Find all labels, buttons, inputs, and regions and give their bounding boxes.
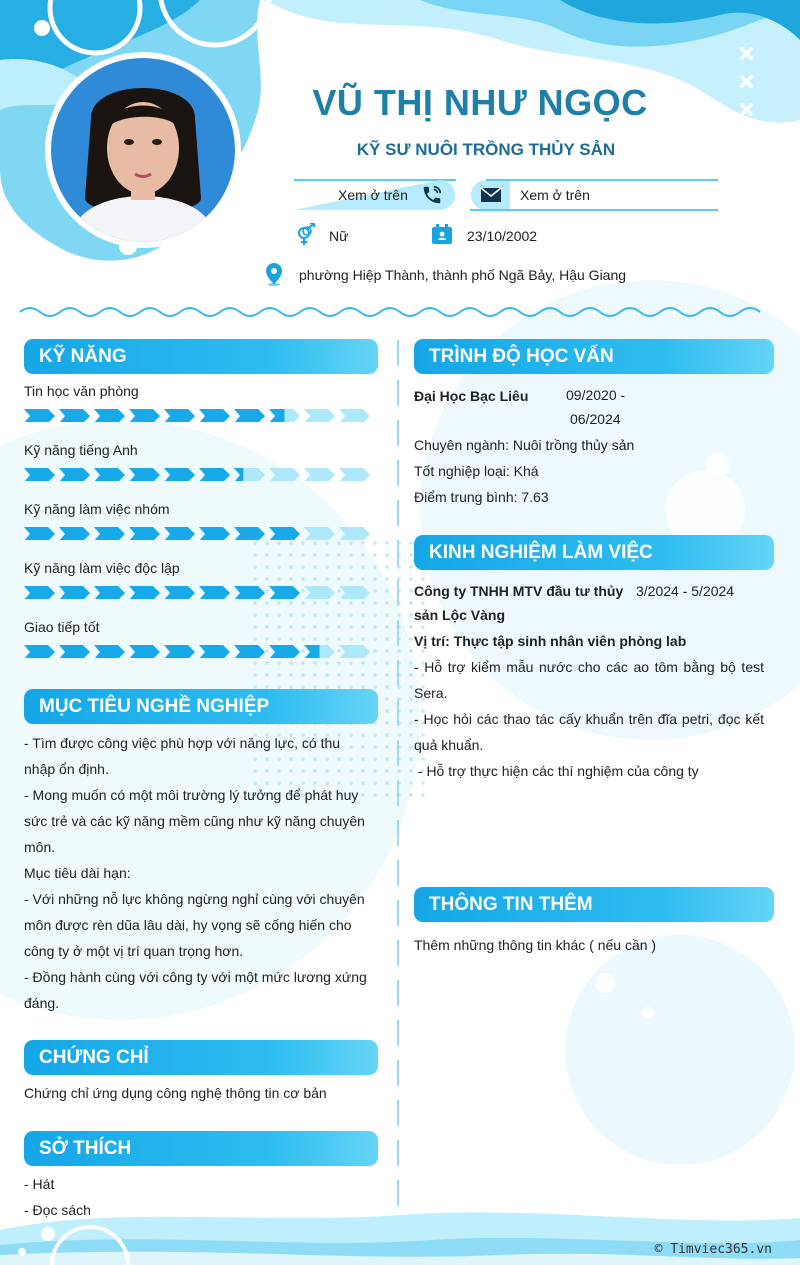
skill-segment-filled: [94, 586, 125, 599]
experience-position: Vị trí: Thực tập sinh nhân viên phòng lab: [414, 633, 687, 649]
skill-segment-filled: [164, 468, 195, 481]
skill-segment-empty: [304, 409, 335, 422]
profile-photo: [45, 52, 241, 248]
objective-line: - Đồng hành cùng với công ty với một mức lương xứng đáng.: [24, 969, 367, 1011]
hobbies-content: [24, 1171, 369, 1223]
skill-label: Kỹ năng làm việc độc lập: [24, 560, 180, 576]
experience-duties: [414, 654, 764, 784]
location-pin-icon: [264, 262, 284, 291]
skill-segment-filled: [24, 527, 55, 540]
skill-segment-filled: [94, 645, 125, 658]
skill-segment-filled: [269, 645, 300, 658]
skill-segment-filled: [59, 645, 90, 658]
skill-segment-empty: [339, 645, 370, 658]
skill-segment-filled: [164, 527, 195, 540]
skill-segment-empty: [339, 586, 370, 599]
skill-segment-filled: [164, 645, 195, 658]
experience-company-line: sản Lộc Vàng: [414, 607, 506, 623]
certificate-item: Chứng chỉ ứng dụng công nghệ thông tin cơ bản: [24, 1085, 327, 1101]
skill-segment-filled: [269, 527, 300, 540]
objective-line: - Mong muốn có một môi trường lý tưởng để phát huy sức trẻ và các kỹ năng mềm cũng như kỹ năng chuyên môn.: [24, 787, 365, 855]
skill-segment-filled: [164, 586, 195, 599]
skill-segment-filled: [129, 586, 160, 599]
skill-label: Kỹ năng làm việc nhóm: [24, 501, 170, 517]
experience-period: 3/2024 - 5/2024: [636, 583, 735, 599]
avatar: [51, 58, 235, 242]
skill-segment-empty: [269, 468, 300, 481]
experience-duty: - Học hỏi các thao tác cấy khuẩn trên đĩa petri, đọc kết quả khuẩn.: [414, 711, 764, 753]
skill-segment-filled: [59, 468, 90, 481]
skill-segment-filled: [199, 468, 230, 481]
skill-segment-filled: [59, 527, 90, 540]
education-gpa: Điểm trung bình: 7.63: [414, 489, 549, 505]
skill-segment-filled: [59, 409, 90, 422]
email-text: Xem ở trên: [520, 187, 590, 203]
education-period-end: 06/2024: [570, 411, 621, 427]
address-text: phường Hiệp Thành, thành phố Ngã Bảy, Hậu Giang: [299, 267, 627, 283]
skill-label: Kỹ năng tiếng Anh: [24, 442, 138, 458]
phone-box: [294, 179, 456, 211]
skill-segment-filled: [234, 527, 265, 540]
birthdate-text: 23/10/2002: [467, 228, 538, 244]
skill-level-bar: [24, 467, 374, 481]
extra-info-text: Thêm những thông tin khác ( nếu cần ): [414, 937, 657, 953]
experience-duty: - Hỗ trợ thực hiện các thí nghiệm của công ty: [414, 763, 699, 779]
education-grade: Tốt nghiệp loại: Khá: [414, 463, 539, 479]
email-box: [470, 179, 718, 211]
skill-segment-empty: [339, 409, 370, 422]
skill-segment-filled: [164, 409, 195, 422]
education-school: Đại Học Bạc Liêu: [414, 388, 529, 404]
phone-text: Xem ở trên: [338, 187, 408, 203]
skill-segment-filled: [24, 409, 55, 422]
objective-line: - Với những nỗ lực không ngừng nghỉ cùng với chuyên môn được rèn dũa lâu dài, hy vọng sẽ cống hiến cho công ty ở một vị trí quan trọng hơn.: [24, 891, 365, 959]
objective-line: - Tìm được công việc phù hợp với năng lực, có thu nhập ổn định.: [24, 735, 341, 777]
education-period-start: 09/2020 -: [566, 387, 626, 403]
skill-level-bar: [24, 644, 374, 658]
hobby-item: - Đọc sách: [24, 1202, 91, 1218]
footer-watermark: © Timviec365.vn: [654, 1242, 772, 1257]
skill-segment-empty: [339, 468, 370, 481]
skill-segment-filled: [94, 409, 125, 422]
skill-segment-empty: [304, 527, 335, 540]
objective-line: Mục tiêu dài hạn:: [24, 865, 131, 881]
skill-level-bar: [24, 408, 374, 422]
certificates-heading: CHỨNG CHỈ: [24, 1040, 378, 1075]
skill-segment-filled: [129, 645, 160, 658]
skills-heading: KỸ NĂNG: [24, 339, 378, 374]
skill-segment-filled: [24, 645, 55, 658]
education-major: Chuyên ngành: Nuôi trồng thủy sản: [414, 437, 635, 453]
skill-segment-filled: [199, 409, 230, 422]
experience-heading: KINH NGHIỆM LÀM VIỆC: [414, 535, 774, 570]
job-title: KỸ SƯ NUÔI TRỒNG THỦY SẢN: [356, 140, 616, 159]
skill-segment-empty: [339, 527, 370, 540]
education-heading: TRÌNH ĐỘ HỌC VẤN: [414, 339, 774, 374]
skill-segment-filled: [129, 409, 160, 422]
skill-segment-empty: [304, 586, 335, 599]
objective-content: [24, 730, 369, 1016]
skill-segment-filled: [234, 645, 265, 658]
extra-info-heading: THÔNG TIN THÊM: [414, 887, 774, 922]
skill-segment-filled: [129, 527, 160, 540]
skill-segment-filled: [199, 586, 230, 599]
calendar-icon: [431, 223, 453, 250]
skill-segment-filled: [234, 409, 265, 422]
candidate-name: VŨ THỊ NHƯ NGỌC: [312, 82, 648, 123]
skill-segment-filled: [59, 586, 90, 599]
skill-level-bar: [24, 585, 374, 599]
skill-segment-filled: [94, 468, 125, 481]
skill-segment-filled: [129, 468, 160, 481]
hobbies-heading: SỞ THÍCH: [24, 1131, 378, 1166]
skill-segment-filled: [24, 586, 55, 599]
skill-label: Giao tiếp tốt: [24, 619, 100, 635]
gender-text: Nữ: [329, 228, 349, 244]
skill-segment-filled: [199, 527, 230, 540]
experience-company: [414, 579, 629, 627]
email-icon: [480, 187, 502, 208]
education-period: [566, 383, 676, 431]
education-details: [414, 432, 764, 510]
skill-segment-empty: [304, 468, 335, 481]
skill-segment-filled: [24, 468, 55, 481]
skill-level-bar: [24, 526, 374, 540]
objective-heading: MỤC TIÊU NGHỀ NGHIỆP: [24, 689, 378, 724]
skill-segment-filled: [269, 586, 300, 599]
hobby-item: - Hát: [24, 1176, 55, 1192]
phone-icon: [421, 184, 443, 211]
experience-company-line: Công ty TNHH MTV đầu tư thủy: [414, 583, 624, 599]
skill-segment-filled: [234, 586, 265, 599]
skill-segment-filled: [199, 645, 230, 658]
gender-icon: [294, 223, 318, 252]
skill-segment-filled: [94, 527, 125, 540]
skill-label: Tin học văn phòng: [24, 383, 139, 399]
experience-duty: - Hỗ trợ kiểm mẫu nước cho các ao tôm bằng bộ test Sera.: [414, 659, 764, 701]
